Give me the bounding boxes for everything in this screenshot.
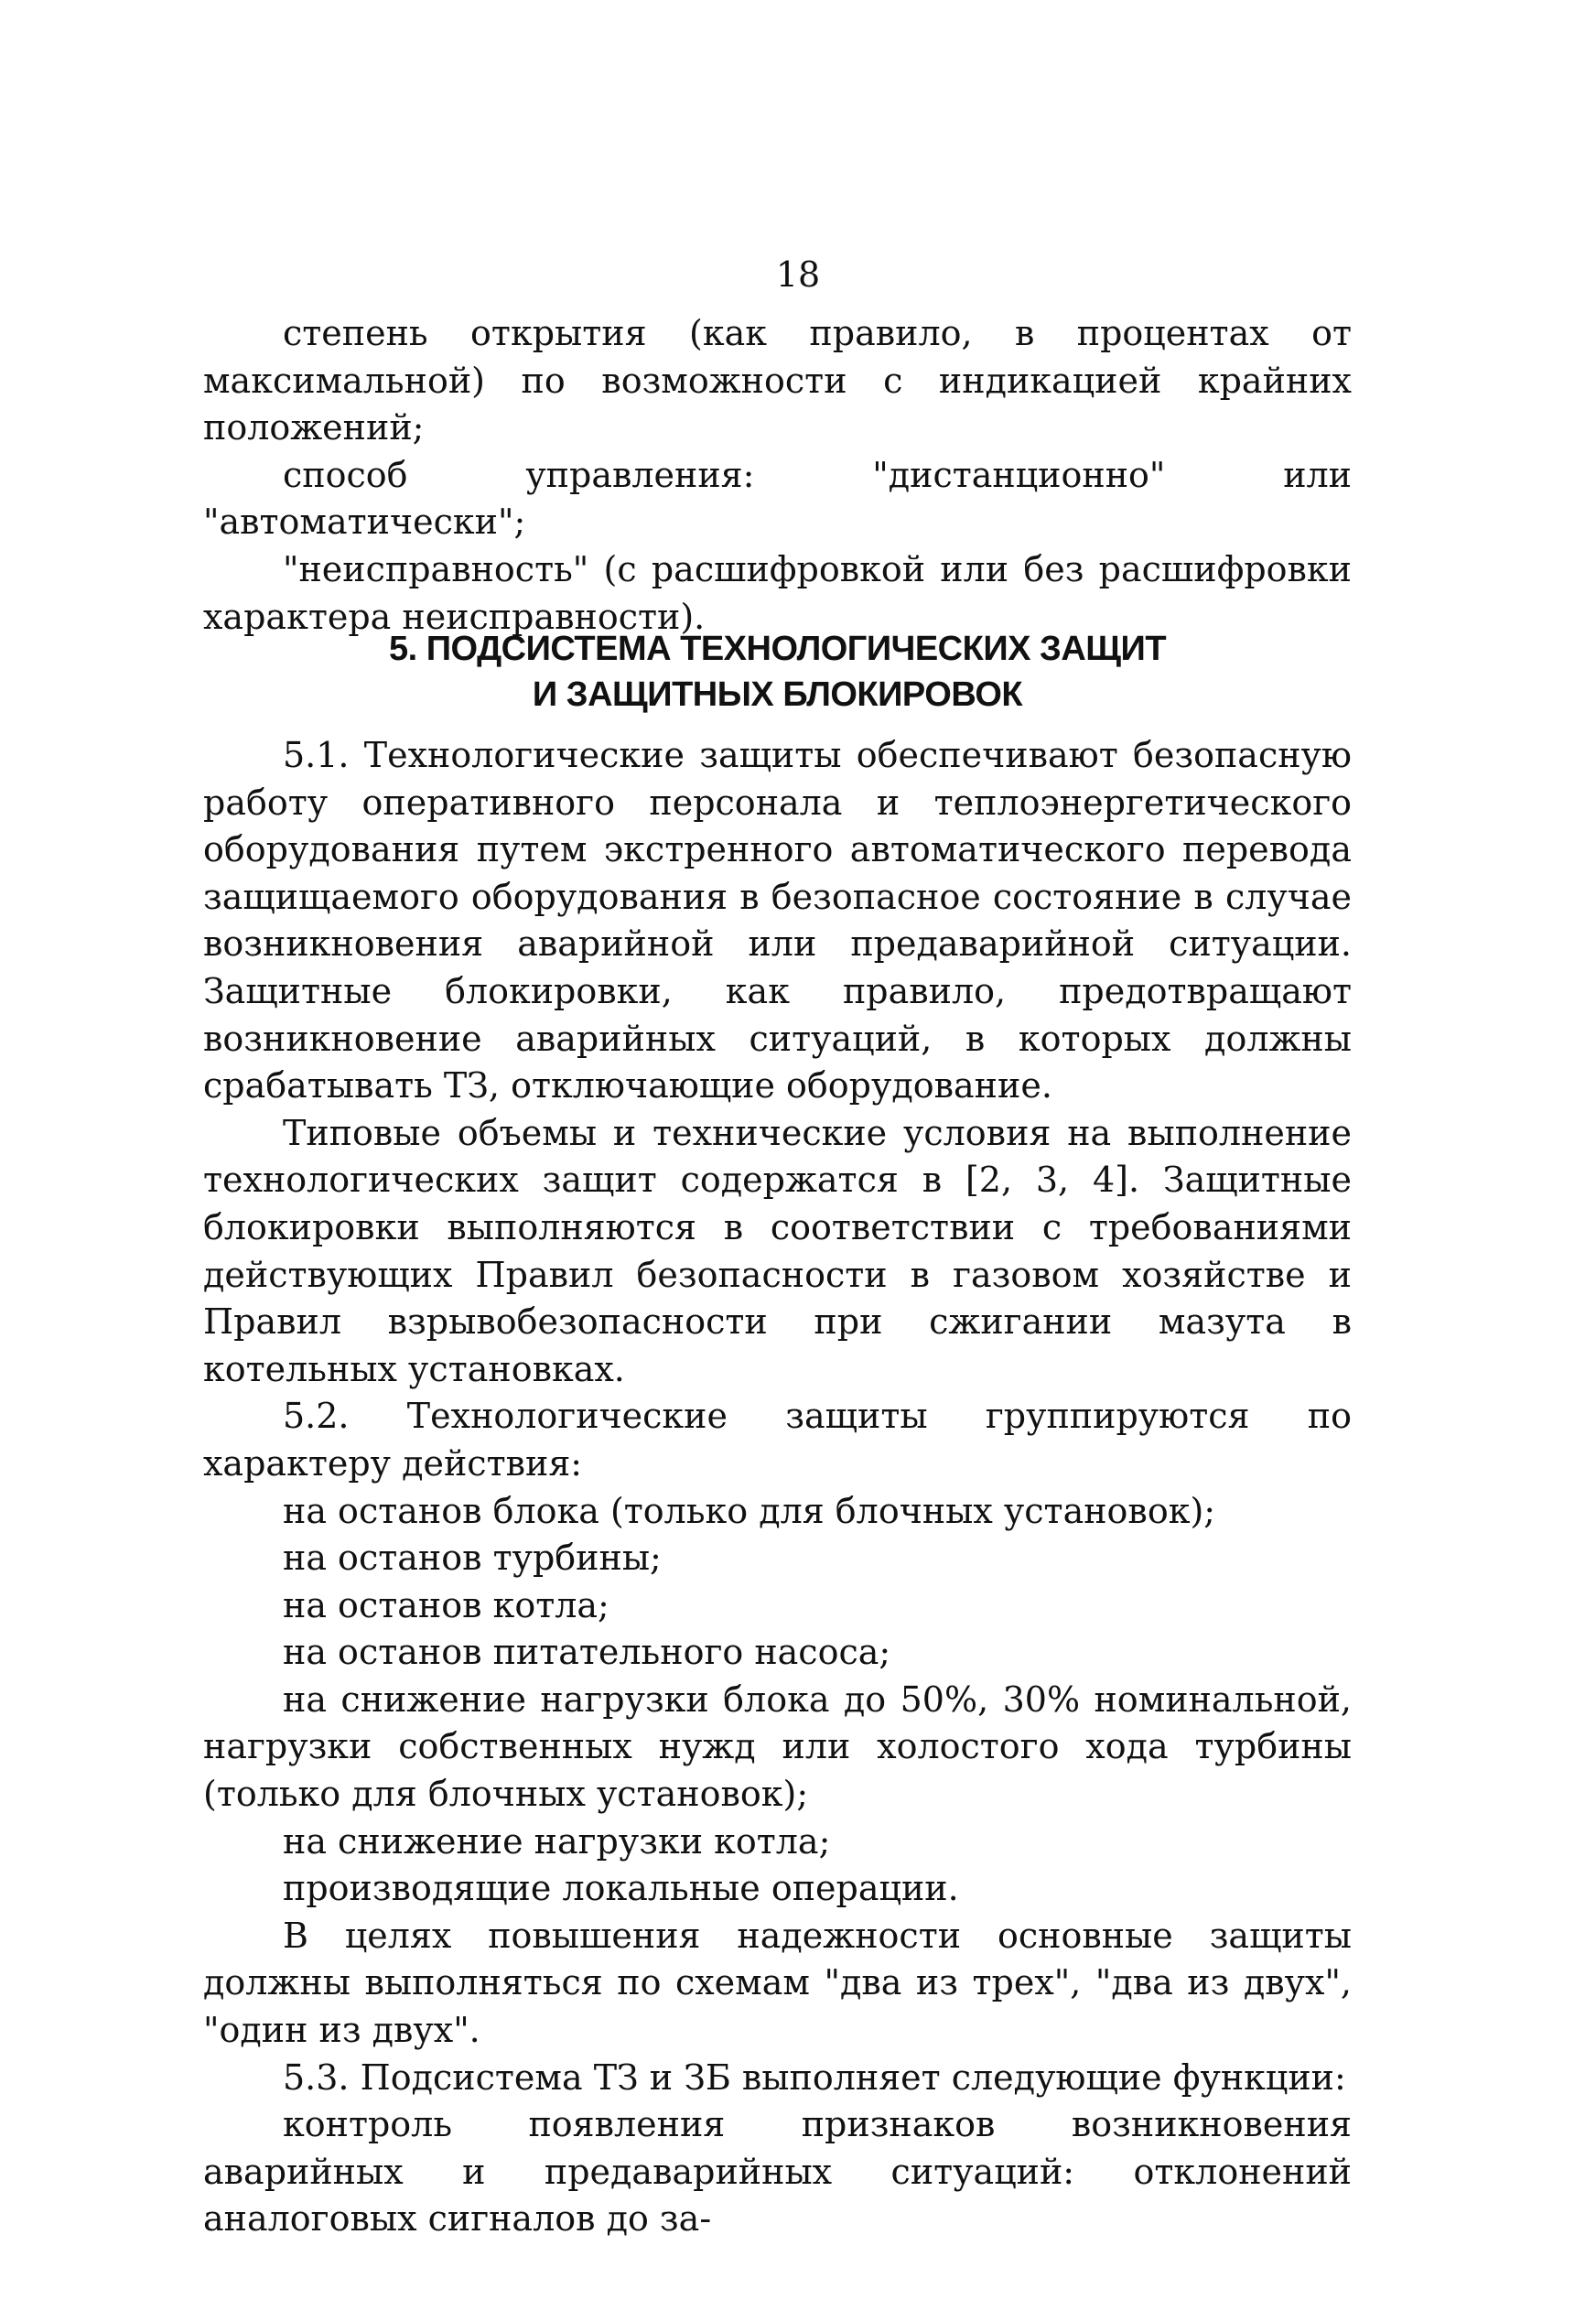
intro-block: [203, 310, 1352, 641]
list-item-turbine-shutdown: на останов турбины;: [283, 1538, 662, 1579]
paragraph-typical-volumes: Типовые объемы и технические условия на выполнение технологических защит содержатся в [2, 3, 4]. Защитные блокировки выполняются в соответствии с требованиями действующих Правил безопасности в газовом хозяйстве и Правил взрывобезопасности при сжигании мазута в котельных установках.: [203, 1112, 1352, 1389]
list-item-unit-load-reduction: на снижение нагрузки блока до 50%, 30% номинальной, нагрузки собственных нужд или холостого хода турбины (только для блочных установок);: [203, 1679, 1352, 1815]
list-item-boiler-load-reduction: на снижение нагрузки котла;: [283, 1820, 831, 1862]
paragraph-control: контроль появления признаков возникновения аварийных и предаварийных ситуаций: отклонений аналоговых сигналов до за-: [203, 2104, 1352, 2240]
paragraph-5-1: 5.1. Технологические защиты обеспечивают безопасную работу оперативного персонала и теплоэнергетического оборудования путем экстренного автоматического перевода защищаемого оборудования в безопасное состояние в случае возникновения аварийной или предаварийной ситуации. Защитные блокировки, как правило, предотвращают возникновение аварийных ситуаций, в которых должны срабатывать ТЗ, отключающие оборудование.: [203, 735, 1352, 1106]
intro-line-control-method: способ управления: "дистанционно" или "автоматически";: [203, 454, 1352, 543]
list-item-local-operations: производящие локальные операции.: [283, 1868, 959, 1909]
paragraph-5-2: 5.2. Технологические защиты группируются по характеру действия:: [203, 1396, 1352, 1484]
section-body: [203, 732, 1352, 2243]
page-number: 18: [775, 254, 821, 295]
section-title-line-2: И ЗАЩИТНЫХ БЛОКИРОВОК: [532, 675, 1023, 714]
intro-line-opening-degree: степень открытия (как правило, в процентах от максимальной) по возможности с индикацией крайних положений;: [203, 313, 1352, 448]
paragraph-5-3: 5.3. Подсистема ТЗ и ЗБ выполняет следующие функции:: [283, 2056, 1346, 2098]
paragraph-reliability: В целях повышения надежности основные защиты должны выполняться по схемам "два из трех", "два из двух", "один из двух".: [203, 1915, 1352, 2051]
list-item-boiler-shutdown: на останов котла;: [283, 1584, 609, 1625]
section-title-line-1: 5. ПОДСИСТЕМА ТЕХНОЛОГИЧЕСКИХ ЗАЩИТ: [388, 630, 1167, 668]
section-title: [203, 626, 1352, 718]
intro-line-malfunction: "неисправность" (с расшифровкой или без расшифровки характера неисправности).: [203, 548, 1352, 637]
list-item-pump-shutdown: на останов питательного насоса;: [283, 1632, 891, 1673]
list-item-unit-shutdown: на останов блока (только для блочных установок);: [283, 1490, 1216, 1531]
